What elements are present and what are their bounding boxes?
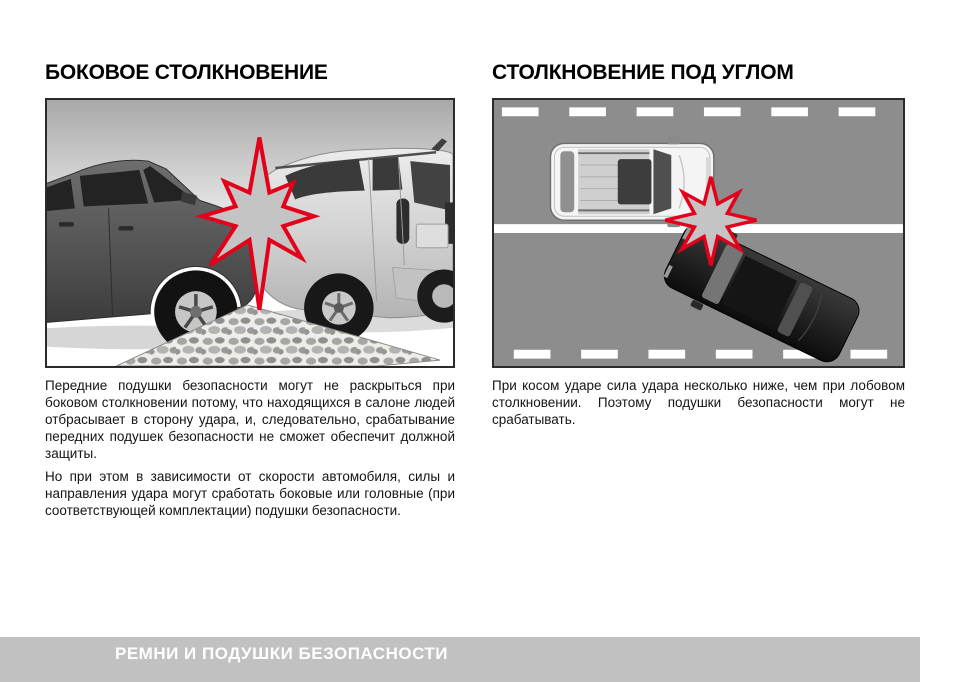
angled-collision-drawing: [494, 100, 903, 366]
figure-angled-collision-illustration: [492, 98, 905, 368]
side-collision-drawing: [47, 100, 453, 366]
footer-chapter-bar: [0, 637, 920, 682]
body-paragraph: Передние подушки безопасности могут не раскрыться при боковом столкновении потому, что находящихся в салоне людей отбрасывает в сторону удара, и, следовательно, срабатывание передних подушек безопасности не сможет обеспечит должной защиты.: [45, 378, 455, 461]
section-side-collision: [45, 62, 455, 519]
section-title-side-collision: БОКОВОЕ СТОЛКНОВЕНИЕ: [45, 61, 328, 84]
body-paragraph: При косом ударе сила удара несколько ниже, чем при лобовом столкновении. Поэтому подушки безопасности могут не срабатывать.: [492, 378, 905, 427]
section-angled-collision: [492, 62, 905, 428]
section-title-angled-collision: СТОЛКНОВЕНИЕ ПОД УГЛОМ: [492, 61, 794, 84]
figure-side-collision-illustration: [45, 98, 455, 368]
body-paragraph: Но при этом в зависимости от скорости автомобиля, силы и направления удара могут сработать боковые или головные (при соответствующей комплектации) подушки безопасности.: [45, 469, 455, 518]
footer-chapter-label: РЕМНИ И ПОДУШКИ БЕЗОПАСНОСТИ: [115, 644, 449, 663]
